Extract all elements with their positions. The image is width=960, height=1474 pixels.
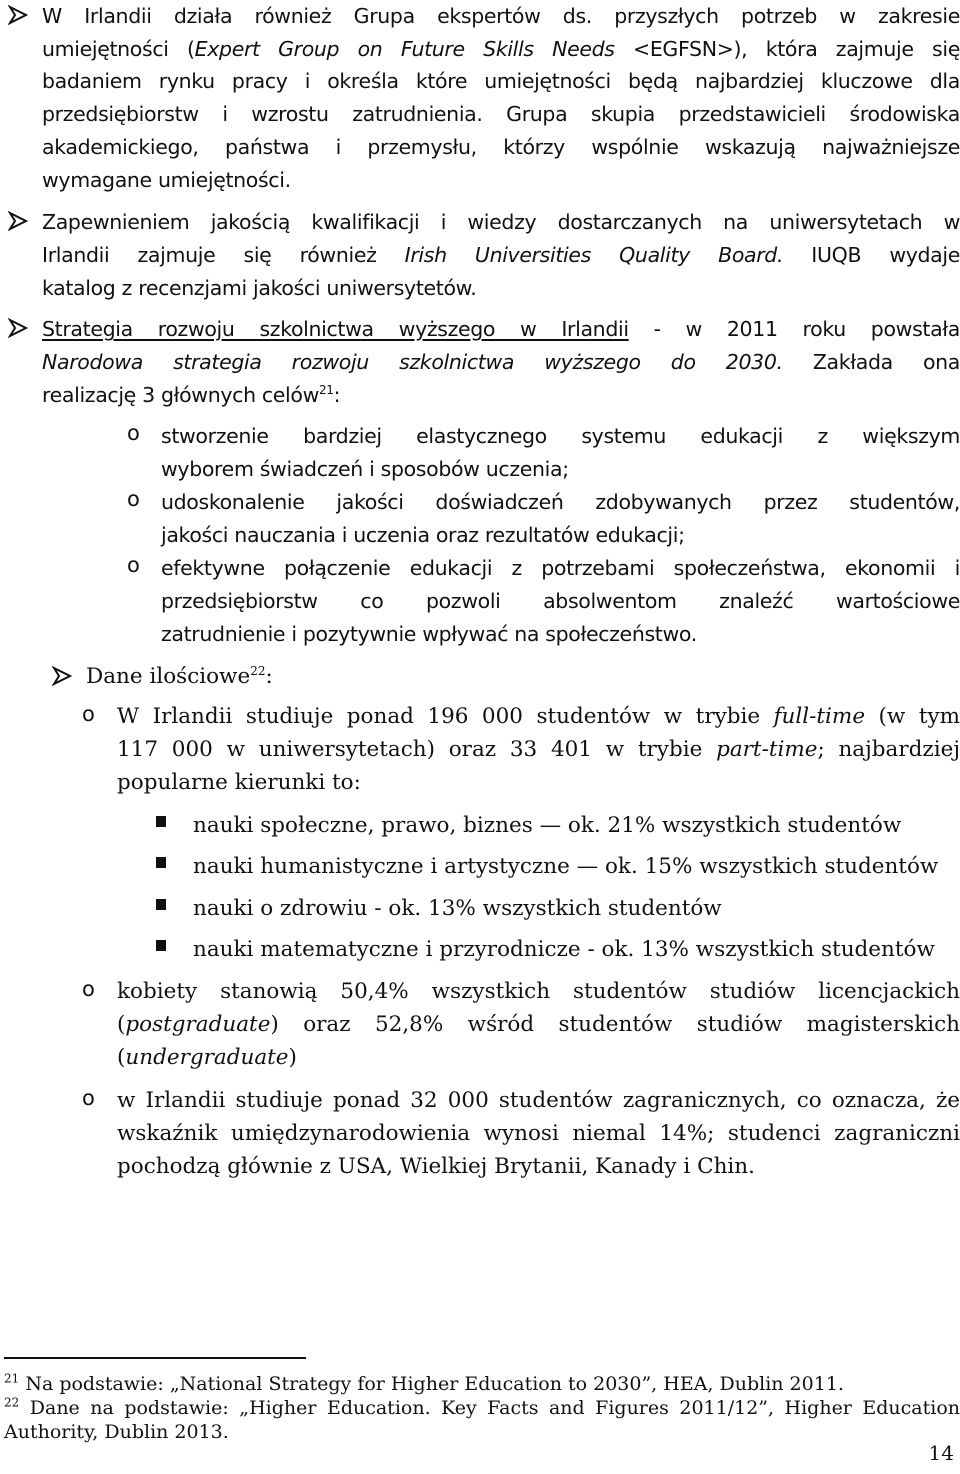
text-line: w Irlandii studiuje ponad 32 000 studentów zagranicznych, co oznacza, że [117, 1088, 960, 1113]
text-line: jakości nauczania i uczenia oraz rezultatów edukacji; [161, 523, 685, 547]
text-line: Narodowa strategia rozwoju szkolnictwa wyższego do 2030. Zakłada ona [42, 350, 960, 374]
text-line: wymagane umiejętności. [42, 167, 291, 192]
circle-bullet-marker: o [82, 977, 95, 1001]
square-bullet-icon [156, 940, 166, 951]
strategy-link[interactable]: Strategia rozwoju szkolnictwa wyższego w Irlandii [42, 317, 629, 341]
text-line: udoskonalenie jakości doświadczeń zdobywanych przez studentów, [161, 490, 960, 514]
arrow-bullet-icon [8, 318, 34, 340]
arrow-bullet-icon [8, 211, 34, 233]
field-item [193, 809, 901, 842]
goal-item [161, 486, 960, 552]
text-line: (undergraduate) [117, 1045, 297, 1070]
paragraph-egfsn [42, 0, 960, 196]
text-line: $^{22}$ Dane na podstawie: „Higher Education. Key Facts and Figures 2011/12”, Higher Education [4, 1395, 960, 1419]
text-line: umiejętności (Expert Group on Future Skills Needs <EGFSN>), która zajmuje się [42, 36, 960, 61]
text-line: Dane ilościowe$^{22}$: [86, 663, 273, 689]
goal-item [161, 552, 960, 651]
text-line: efektywne połączenie edukacji z potrzebami społeczeństwa, ekonomii i [161, 556, 960, 580]
text-line: przedsiębiorstw i wzrostu zatrudnienia. Grupa skupia przedstawicieli środowiska [42, 102, 960, 127]
footnote-ref[interactable]: 21 [319, 383, 334, 398]
section-title-quantitative [86, 660, 273, 693]
text-line: nauki o zdrowiu - ok. 13% wszystkich studentów [193, 896, 722, 921]
text-line: realizację 3 głównych celów$^{21}$: [42, 383, 341, 407]
text-line: akademickiego, państwa i przemysłu, którzy wspólnie wskazują najważniejsze [42, 134, 960, 159]
text-line: pochodzą głównie z USA, Wielkiej Brytanii, Kanady i Chin. [117, 1154, 755, 1179]
arrow-bullet-icon [8, 5, 34, 27]
footnote-21 [4, 1372, 954, 1396]
square-bullet-icon [156, 857, 166, 868]
circle-bullet-marker: o [82, 702, 95, 726]
text-line: zatrudnienie i pozytywnie wpływać na społeczeństwo. [161, 622, 697, 646]
page-number: 14 [928, 1441, 954, 1465]
text-line: $^{21}$ Na podstawie: „National Strategy for Higher Education to 2030”, HEA, Dublin 2011. [4, 1371, 844, 1395]
text-line: Zapewnieniem jakością kwalifikacji i wiedzy dostarczanych na uniwersytetach w [42, 210, 960, 234]
paragraph-iuqb [42, 206, 960, 305]
text-line: W Irlandii studiuje ponad 196 000 studentów w trybie full-time (w tym [117, 704, 960, 729]
text-line: 117 000 w uniwersytetach) oraz 33 401 w trybie part-time; najbardziej [117, 737, 960, 762]
paragraph-strategy [42, 313, 960, 412]
circle-bullet-marker: o [127, 421, 140, 445]
text-line: nauki matematyczne i przyrodnicze - ok. 13% wszystkich studentów [193, 937, 935, 962]
text-line: nauki społeczne, prawo, biznes — ok. 21% wszystkich studentów [193, 813, 902, 838]
stat-students [117, 700, 960, 799]
text-line: przedsiębiorstw co pozwoli absolwentom znaleźć wartościowe [161, 589, 960, 613]
text-line: badaniem rynku pracy i określa które umiejętności będą najbardziej kluczowe dla [42, 69, 960, 94]
text-line: nauki humanistyczne i artystyczne — ok. 15% wszystkich studentów [193, 854, 939, 879]
circle-bullet-marker: o [127, 553, 140, 577]
circle-bullet-marker: o [82, 1086, 95, 1110]
text-line: katalog z recenzjami jakości uniwersytetów. [42, 276, 477, 300]
text-line: wskaźnik umiędzynarodowienia wynosi niemal 14%; studenci zagraniczni [117, 1121, 960, 1146]
stat-international [117, 1084, 960, 1183]
field-item [193, 933, 935, 966]
circle-bullet-marker: o [127, 487, 140, 511]
square-bullet-icon [156, 816, 166, 827]
square-bullet-icon [156, 899, 166, 910]
text-line: wyborem świadczeń i sposobów uczenia; [161, 457, 569, 481]
arrow-bullet-icon [52, 666, 78, 688]
field-item [193, 850, 938, 883]
text-line: stworzenie bardziej elastycznego systemu edukacji z większym [161, 424, 960, 448]
footnote-separator [4, 1357, 306, 1359]
text-line: popularne kierunki to: [117, 770, 361, 795]
text-line: Authority, Dublin 2013. [4, 1421, 229, 1443]
footnote-ref[interactable]: 22 [250, 663, 266, 678]
goal-item [161, 420, 960, 486]
text-line: (postgraduate) oraz 52,8% wśród studentów studiów magisterskich [117, 1012, 960, 1037]
text-line: kobiety stanowią 50,4% wszystkich studentów studiów licencjackich [117, 979, 960, 1004]
text-line: Strategia rozwoju szkolnictwa wyższego w Irlandii - w 2011 roku powstała [42, 317, 960, 341]
stat-women [117, 975, 960, 1074]
text-line: W Irlandii działa również Grupa ekspertów ds. przyszłych potrzeb w zakresie [42, 4, 960, 28]
footnote-22 [4, 1396, 960, 1444]
text-line: Irlandii zajmuje się również Irish Universities Quality Board. IUQB wydaje [42, 243, 960, 267]
field-item [193, 892, 722, 925]
